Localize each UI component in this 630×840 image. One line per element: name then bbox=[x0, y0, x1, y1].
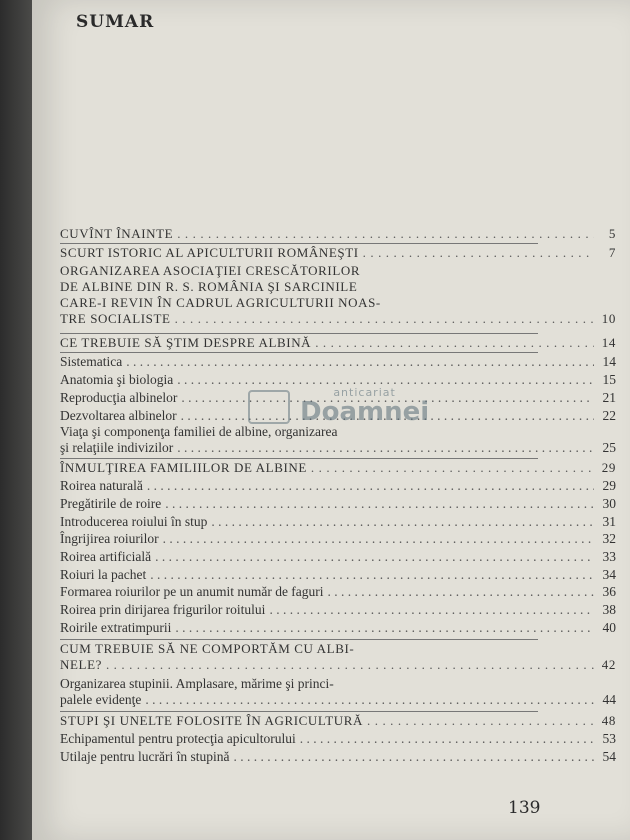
toc-entry bbox=[60, 335, 616, 351]
watermark-main-text: Doamnei bbox=[300, 397, 430, 427]
toc-entry-text: Dezvoltarea albinelor bbox=[60, 408, 177, 423]
toc-entry bbox=[60, 263, 616, 327]
toc-entry-page: 33 bbox=[602, 549, 616, 564]
toc-entry-page: 7 bbox=[608, 245, 616, 260]
dot-leader bbox=[141, 692, 594, 708]
toc-entry-text: ORGANIZAREA ASOCIAŢIEI CRESCĂTORILOR bbox=[60, 263, 361, 278]
toc-entry-page: 5 bbox=[608, 226, 616, 241]
toc-entry-text: DE ALBINE DIN R. S. ROMÂNIA ŞI SARCINILE bbox=[60, 279, 358, 294]
dot-leader bbox=[311, 335, 594, 351]
toc-entry-page: 22 bbox=[602, 408, 616, 423]
toc-entry-text: CUVÎNT ÎNAINTE bbox=[60, 226, 174, 241]
dot-leader bbox=[146, 567, 594, 583]
dot-leader bbox=[173, 226, 594, 242]
section-divider bbox=[60, 458, 538, 459]
toc-entry-page: 40 bbox=[602, 620, 616, 635]
toc-entry bbox=[60, 460, 616, 476]
toc-entry-text: Roirea naturală bbox=[60, 478, 143, 493]
toc-entry-page: 29 bbox=[601, 460, 616, 475]
toc-entry-page: 10 bbox=[601, 311, 616, 326]
toc-entry-text: Roiuri la pachet bbox=[60, 567, 147, 582]
dot-leader bbox=[143, 478, 594, 494]
dot-leader bbox=[359, 245, 594, 261]
toc-entry-text: Utilaje pentru lucrări în stupină bbox=[60, 749, 230, 764]
toc-entry-text: Formarea roiurilor pe un anumit număr de faguri bbox=[60, 584, 324, 599]
page-title: SUMAR bbox=[76, 12, 155, 32]
dot-leader bbox=[265, 602, 594, 618]
dot-leader bbox=[122, 354, 594, 370]
toc-entry-text: Anatomia şi biologia bbox=[60, 372, 174, 387]
toc-entry bbox=[60, 245, 616, 261]
section-divider bbox=[60, 333, 538, 334]
toc-entry bbox=[60, 731, 616, 747]
toc-entry-text: CUM TREBUIE SĂ NE COMPORTĂM CU ALBI- bbox=[60, 641, 355, 656]
dot-leader bbox=[161, 496, 594, 512]
toc-entry-text: ÎNMULŢIREA FAMILIILOR DE ALBINE bbox=[60, 460, 307, 475]
dot-leader bbox=[102, 657, 594, 673]
toc-entry-page: 25 bbox=[602, 440, 616, 455]
toc-entry-page: 34 bbox=[602, 567, 616, 582]
toc-entry bbox=[60, 424, 616, 456]
toc-entry-text: Îngrijirea roiurilor bbox=[60, 531, 159, 546]
toc-entry-text: Viaţa şi componenţa familiei de albine, organizarea bbox=[60, 424, 338, 439]
toc-entry-page: 15 bbox=[602, 372, 616, 387]
toc-entry bbox=[60, 549, 616, 565]
toc-entry bbox=[60, 478, 616, 494]
toc-entry-page: 48 bbox=[601, 713, 616, 728]
toc-entry bbox=[60, 567, 616, 583]
toc-entry-page: 29 bbox=[602, 478, 616, 493]
toc-entry-text: CARE-I REVIN ÎN CADRUL AGRICULTURII NOAS- bbox=[60, 295, 381, 310]
toc-entry-page: 42 bbox=[601, 657, 616, 672]
toc-entry bbox=[60, 749, 616, 765]
toc-entry-text: Reproducţia albinelor bbox=[60, 390, 178, 405]
toc-entry-text: Sistematica bbox=[60, 354, 123, 369]
dot-leader bbox=[173, 440, 594, 456]
toc-entry-text: NELE? bbox=[60, 657, 102, 672]
toc-entry-text: STUPI ŞI UNELTE FOLOSITE ÎN AGRICULTURĂ bbox=[60, 713, 364, 728]
toc-entry-text: palele evidenţe bbox=[60, 692, 142, 707]
page-number: 139 bbox=[508, 798, 541, 818]
toc-entry-page: 36 bbox=[602, 584, 616, 599]
toc-entry-page: 38 bbox=[602, 602, 616, 617]
dot-leader bbox=[324, 584, 594, 600]
toc-entry-page: 30 bbox=[602, 496, 616, 511]
dot-leader bbox=[207, 514, 594, 530]
toc-entry bbox=[60, 514, 616, 530]
dot-leader bbox=[159, 531, 594, 547]
toc-entry bbox=[60, 620, 616, 636]
toc-entry bbox=[60, 713, 616, 729]
section-divider bbox=[60, 243, 538, 244]
dot-leader bbox=[171, 620, 594, 636]
toc-entry-page: 44 bbox=[602, 692, 616, 707]
toc-entry-page: 53 bbox=[602, 731, 616, 746]
dot-leader bbox=[151, 549, 594, 565]
dot-leader bbox=[363, 713, 594, 729]
toc-entry-text: CE TREBUIE SĂ ŞTIM DESPRE ALBINĂ bbox=[60, 335, 312, 350]
toc-entry bbox=[60, 641, 616, 673]
toc-entry bbox=[60, 676, 616, 708]
toc-entry bbox=[60, 226, 616, 242]
toc-entry-text: Roirea prin dirijarea frigurilor roitului bbox=[60, 602, 266, 617]
dot-leader bbox=[296, 731, 594, 747]
toc-entry-page: 54 bbox=[602, 749, 616, 764]
toc-entry-text: Echipamentul pentru protecţia apicultorului bbox=[60, 731, 296, 746]
watermark bbox=[300, 386, 429, 427]
section-divider bbox=[60, 352, 538, 353]
toc-entry-text: TRE SOCIALISTE bbox=[60, 311, 171, 326]
dot-leader bbox=[307, 460, 594, 476]
section-divider bbox=[60, 639, 538, 640]
toc-entry-text: Introducerea roiului în stup bbox=[60, 514, 208, 529]
toc-entry-page: 31 bbox=[602, 514, 616, 529]
toc-entry-page: 14 bbox=[602, 354, 616, 369]
toc-entry bbox=[60, 496, 616, 512]
toc-entry-text: Roirile extratimpurii bbox=[60, 620, 172, 635]
dot-leader bbox=[171, 311, 594, 327]
toc-entry-text: SCURT ISTORIC AL APICULTURII ROMÂNEŞTI bbox=[60, 245, 359, 260]
toc-entry-text: Organizarea stupinii. Amplasare, mărime şi princi- bbox=[60, 676, 334, 691]
toc-entry bbox=[60, 602, 616, 618]
toc-entry-page: 32 bbox=[602, 531, 616, 546]
toc-entry-text: şi relaţiile indivizilor bbox=[60, 440, 174, 455]
section-divider bbox=[60, 711, 538, 712]
toc-entry-page: 14 bbox=[601, 335, 616, 350]
dot-leader bbox=[229, 749, 594, 765]
watermark-top-text: anticariat bbox=[333, 386, 396, 399]
toc-entry bbox=[60, 584, 616, 600]
toc-entry bbox=[60, 354, 616, 370]
toc-entry bbox=[60, 531, 616, 547]
toc-entry-page: 21 bbox=[602, 390, 616, 405]
toc-entry-text: Pregătirile de roire bbox=[60, 496, 162, 511]
watermark-logo-icon bbox=[248, 390, 290, 424]
toc-entry-text: Roirea artificială bbox=[60, 549, 152, 564]
